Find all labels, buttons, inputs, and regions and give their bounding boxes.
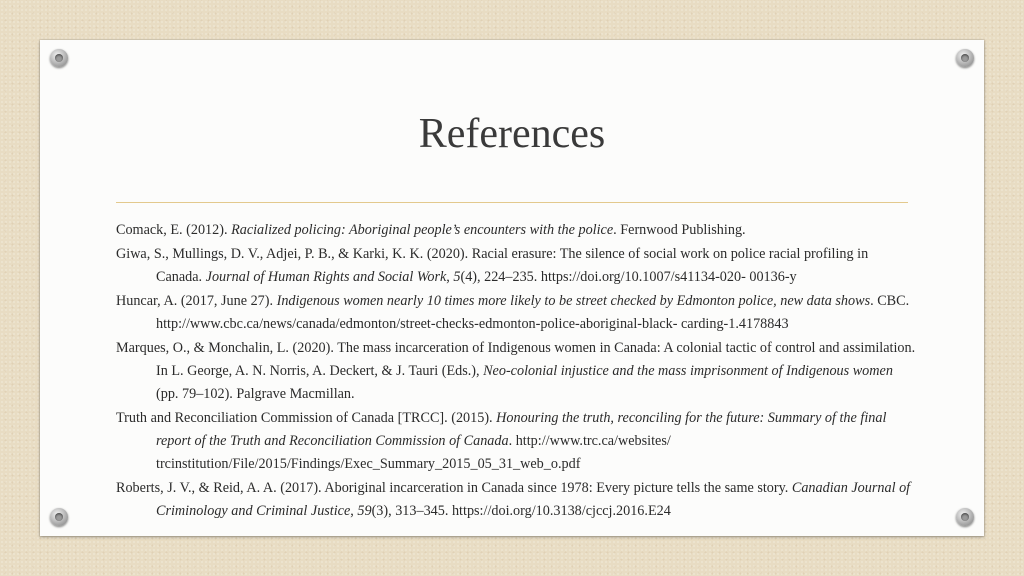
reference-text: , bbox=[350, 503, 358, 519]
slide bbox=[40, 40, 984, 536]
reference-title: Indigenous women nearly 10 times more likely to be street checked by Edmonton police, new data shows bbox=[276, 293, 871, 309]
reference-text: Huncar, A. (2017, June 27). bbox=[116, 293, 277, 309]
reference-title: Neo-colonial injustice and the mass imprisonment of Indigenous women bbox=[483, 363, 893, 379]
reference-text: . http://www.trc.ca/websites/ trcinstitution/File/2015/Findings/Exec_Summary_2015_05_31_web_o.pdf bbox=[156, 433, 671, 472]
reference-text: . CBC. http://www.cbc.ca/news/canada/edmonton/street-checks-edmonton-police-aboriginal-black- carding-1.4178843 bbox=[156, 293, 910, 332]
reference-journal: Canadian Journal of Criminology and Criminal Justice bbox=[156, 480, 911, 519]
reference-item bbox=[116, 243, 916, 289]
reference-text: Roberts, J. V., & Reid, A. A. (2017). Aboriginal incarceration in Canada since 1978: Every picture tells the same story. bbox=[116, 480, 792, 496]
pin-icon bbox=[50, 508, 68, 526]
reference-title: Racialized policing: Aboriginal people’s encounters with the police bbox=[231, 222, 614, 238]
reference-list bbox=[116, 219, 916, 524]
title-divider bbox=[116, 202, 908, 203]
reference-item bbox=[116, 407, 916, 476]
pin-icon bbox=[956, 508, 974, 526]
reference-journal: Journal of Human Rights and Social Work bbox=[205, 269, 447, 285]
reference-title: Honouring the truth, reconciling for the future: Summary of the final report of the Truth and Reconciliation Commission of Canada bbox=[156, 410, 887, 449]
reference-item bbox=[116, 337, 916, 406]
reference-text: (4), 224–235. https://doi.org/10.1007/s41134-020- 00136-y bbox=[460, 269, 797, 285]
reference-item bbox=[116, 290, 916, 336]
reference-item bbox=[116, 477, 916, 523]
pin-icon bbox=[956, 49, 974, 67]
reference-text: . Fernwood Publishing. bbox=[613, 222, 746, 238]
reference-volume: 59 bbox=[357, 503, 372, 519]
reference-item bbox=[116, 219, 916, 242]
reference-text: Comack, E. (2012). bbox=[116, 222, 232, 238]
slide-title: References bbox=[418, 111, 606, 157]
reference-text: (3), 313–345. https://doi.org/10.3138/cjccj.2016.E24 bbox=[371, 503, 671, 519]
reference-text: Giwa, S., Mullings, D. V., Adjei, P. B., & Karki, K. K. (2020). Racial erasure: The silence of social work on police racial profiling in Canada. bbox=[116, 246, 869, 285]
reference-text: (pp. 79–102). Palgrave Macmillan. bbox=[156, 386, 355, 402]
reference-text: Marques, O., & Monchalin, L. (2020). The mass incarceration of Indigenous women in Canada: A colonial tactic of control and assimilation. In L. George, A. N. Norris, A. Deckert, & J. Tauri (Eds.), bbox=[116, 340, 916, 379]
reference-text: Truth and Reconciliation Commission of Canada [TRCC]. (2015). bbox=[116, 410, 497, 426]
reference-volume: 5 bbox=[453, 269, 461, 285]
reference-text: , bbox=[446, 269, 454, 285]
pin-icon bbox=[50, 49, 68, 67]
